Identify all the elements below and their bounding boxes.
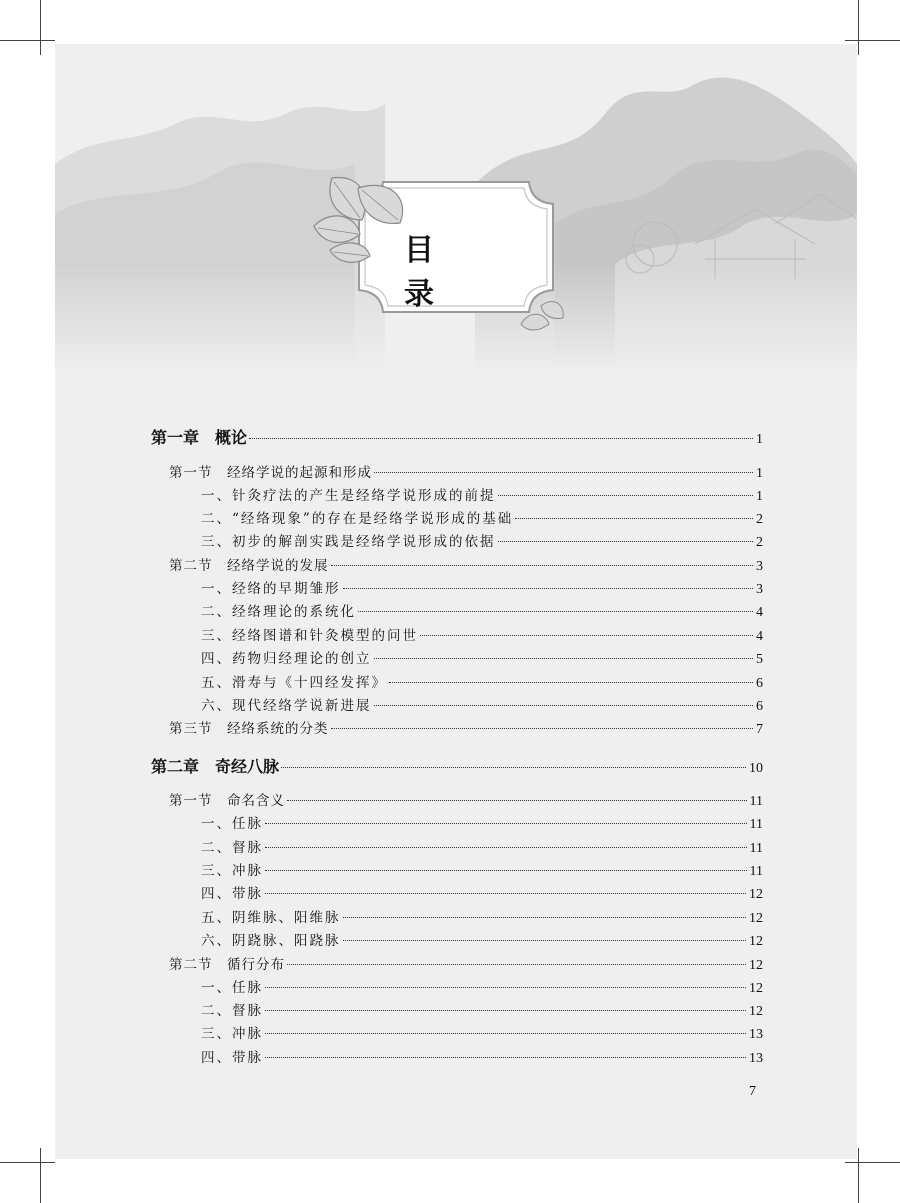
toc-entry-page: 1 <box>756 466 763 481</box>
dot-leader <box>265 1057 746 1058</box>
dot-leader <box>515 518 753 519</box>
toc-entry-chapter-2[interactable] <box>151 756 763 778</box>
toc-entry-page: 11 <box>749 864 763 879</box>
dot-leader <box>374 472 753 473</box>
toc-entry-label: 四、带脉 <box>201 1050 263 1066</box>
toc-entry-label: 第一节 经络学说的起源和形成 <box>169 465 372 481</box>
page-number: 7 <box>749 1084 756 1099</box>
toc-entry-page: 12 <box>749 911 763 926</box>
dot-leader <box>343 588 754 589</box>
toc-entry-item[interactable] <box>201 531 763 553</box>
dot-leader <box>498 541 754 542</box>
dot-leader <box>265 1010 746 1011</box>
toc-entry-item[interactable] <box>201 601 763 623</box>
toc-entry-chapter-1[interactable] <box>151 427 763 449</box>
toc-entry-page: 4 <box>756 605 763 620</box>
toc-entry-item[interactable] <box>201 508 763 530</box>
toc-entry-page: 12 <box>749 981 763 996</box>
dot-leader <box>374 658 754 659</box>
toc-entry-label: 二、督脉 <box>201 1003 263 1019</box>
toc-entry-page: 2 <box>756 535 763 550</box>
toc-entry-label: 第一章 概论 <box>151 428 248 447</box>
toc-entry-item[interactable] <box>201 1000 763 1022</box>
toc-entry-label: 一、任脉 <box>201 980 263 996</box>
dot-leader <box>374 705 754 706</box>
toc-entry-label: 六、阴跷脉、阳跷脉 <box>201 933 341 949</box>
toc-entry-item[interactable] <box>201 485 763 507</box>
toc-entry-item[interactable] <box>201 1023 763 1045</box>
toc-entry-label: 四、带脉 <box>201 886 263 902</box>
toc-entry-page: 4 <box>756 629 763 644</box>
dot-leader <box>265 870 747 871</box>
dot-leader <box>265 893 746 894</box>
dot-leader <box>358 611 753 612</box>
toc-entry-item[interactable] <box>201 907 763 929</box>
toc-entry-page: 12 <box>749 934 763 949</box>
toc-entry-section[interactable] <box>169 954 763 976</box>
toc-entry-section[interactable] <box>169 718 763 740</box>
dot-leader <box>287 964 746 965</box>
toc-entry-label: 第二章 奇经八脉 <box>151 757 280 776</box>
dot-leader <box>281 767 746 768</box>
toc-entry-item[interactable] <box>201 837 763 859</box>
dot-leader <box>343 940 747 941</box>
toc-entry-label: 二、经络理论的系统化 <box>201 604 356 620</box>
toc-entry-page: 3 <box>756 559 763 574</box>
toc-entry-item[interactable] <box>201 813 763 835</box>
toc-entry-page: 13 <box>749 1027 763 1042</box>
toc-entry-page: 13 <box>749 1051 763 1066</box>
toc-entry-page: 5 <box>756 652 763 667</box>
toc-entry-item[interactable] <box>201 648 763 670</box>
dot-leader <box>420 635 753 636</box>
page-title: 目 录 <box>404 233 466 312</box>
toc-entry-label: 四、药物归经理论的创立 <box>201 651 372 667</box>
toc-entry-label: 第二节 经络学说的发展 <box>169 558 329 574</box>
toc-entry-page: 1 <box>756 432 763 447</box>
toc-entry-label: 一、经络的早期雏形 <box>201 581 341 597</box>
dot-leader <box>331 565 754 566</box>
toc-entry-label: 二、“经络现象”的存在是经络学说形成的基础 <box>201 511 514 527</box>
toc-entry-label: 三、冲脉 <box>201 863 263 879</box>
toc-entry-page: 7 <box>756 722 763 737</box>
toc-entry-label: 五、滑寿与《十四经发挥》 <box>201 675 387 691</box>
toc-entry-label: 第二节 循行分布 <box>169 957 285 973</box>
toc-entry-item[interactable] <box>201 672 763 694</box>
toc-entry-label: 二、督脉 <box>201 840 263 856</box>
dot-leader <box>389 682 753 683</box>
dot-leader <box>265 1033 746 1034</box>
toc-entry-section[interactable] <box>169 555 763 577</box>
toc-entry-section[interactable] <box>169 462 763 484</box>
toc-entry-label: 三、初步的解剖实践是经络学说形成的依据 <box>201 534 496 550</box>
dot-leader <box>265 987 746 988</box>
toc-entry-page: 11 <box>749 841 763 856</box>
toc-entry-section[interactable] <box>169 790 763 812</box>
toc-entry-item[interactable] <box>201 860 763 882</box>
toc-entry-page: 11 <box>749 794 763 809</box>
dot-leader <box>343 917 747 918</box>
toc-entry-item[interactable] <box>201 578 763 600</box>
dot-leader <box>287 800 747 801</box>
toc-entry-item[interactable] <box>201 695 763 717</box>
toc-entry-page: 6 <box>756 676 763 691</box>
dot-leader <box>331 728 754 729</box>
toc-entry-item[interactable] <box>201 977 763 999</box>
toc-entry-page: 3 <box>756 582 763 597</box>
toc-entry-label: 三、冲脉 <box>201 1026 263 1042</box>
toc-entry-label: 六、现代经络学说新进展 <box>201 698 372 714</box>
dot-leader <box>265 847 747 848</box>
toc-entry-page: 12 <box>749 887 763 902</box>
toc-entry-label: 第一节 命名含义 <box>169 793 285 809</box>
toc-entry-page: 2 <box>756 512 763 527</box>
toc-entry-page: 11 <box>749 817 763 832</box>
toc-entry-label: 一、任脉 <box>201 816 263 832</box>
dot-leader <box>498 495 754 496</box>
toc-entry-page: 12 <box>749 958 763 973</box>
toc-entry-label: 五、阴维脉、阳维脉 <box>201 910 341 926</box>
toc-entry-label: 三、经络图谱和针灸模型的问世 <box>201 628 418 644</box>
toc-entry-label: 第三节 经络系统的分类 <box>169 721 329 737</box>
toc-entry-item[interactable] <box>201 930 763 952</box>
toc-entry-item[interactable] <box>201 1047 763 1069</box>
toc-entry-page: 12 <box>749 1004 763 1019</box>
dot-leader <box>249 438 753 439</box>
toc-entry-label: 一、针灸疗法的产生是经络学说形成的前提 <box>201 488 496 504</box>
toc-entry-page: 6 <box>756 699 763 714</box>
toc-entry-item[interactable] <box>201 625 763 647</box>
toc-entry-page: 10 <box>749 761 763 776</box>
toc-entry-item[interactable] <box>201 883 763 905</box>
dot-leader <box>265 823 747 824</box>
toc-entry-page: 1 <box>756 489 763 504</box>
